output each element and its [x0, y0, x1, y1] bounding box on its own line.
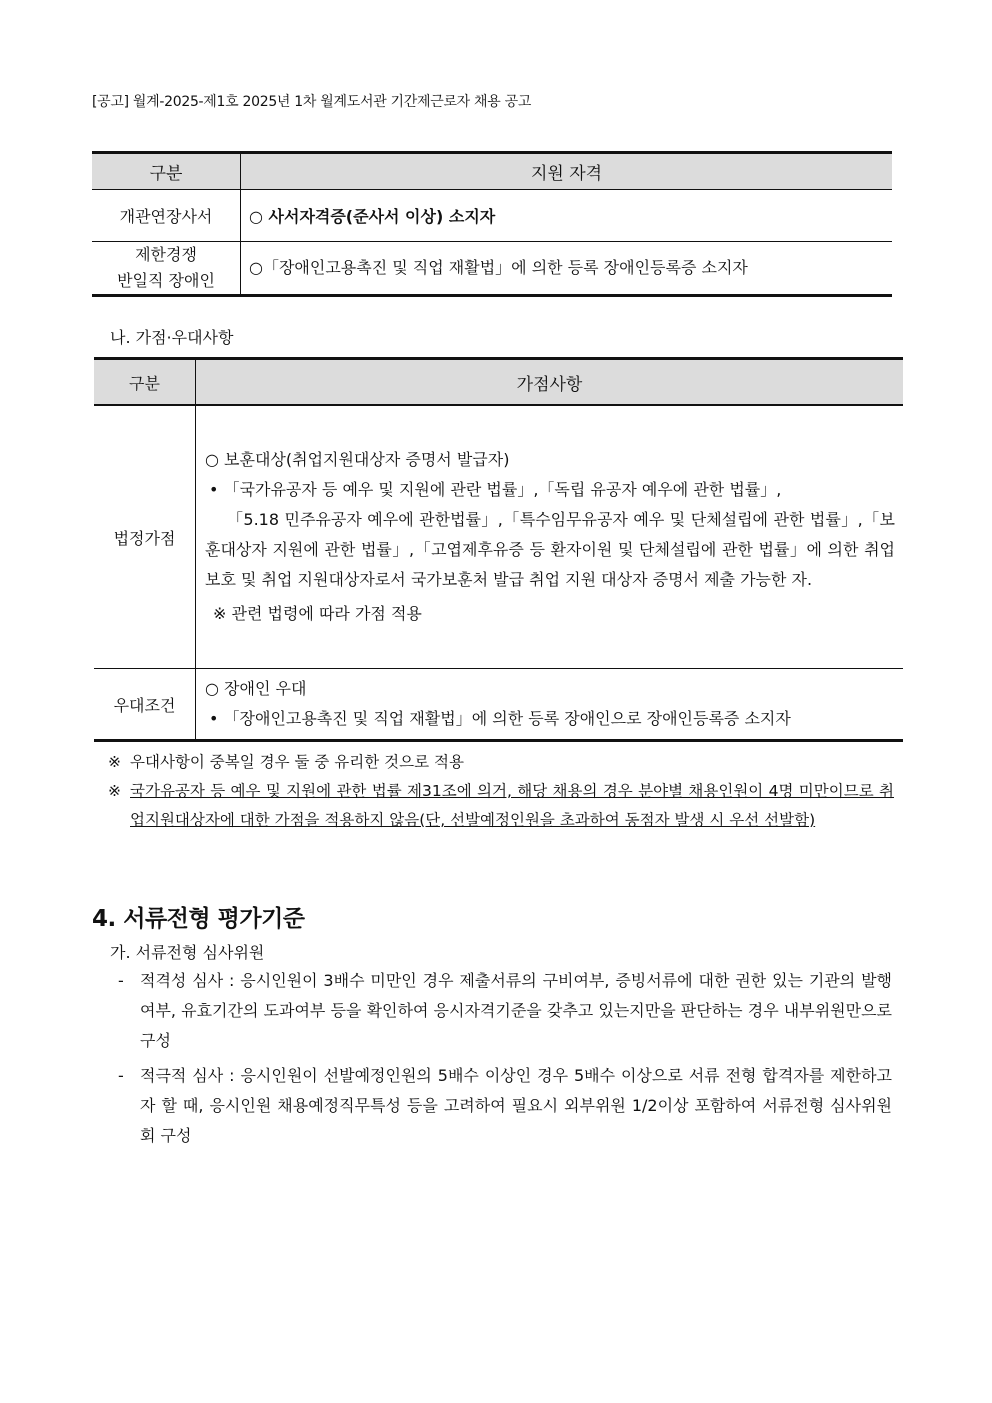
row-qualification: ○「장애인고용촉진 및 직업 재활법」에 의한 등록 장애인등록증 소지자	[241, 242, 893, 296]
note-item	[108, 748, 894, 777]
bullet-icon: •	[209, 480, 219, 499]
dash-icon: -	[118, 971, 124, 990]
table-row	[94, 405, 903, 669]
row-content	[196, 405, 904, 669]
reference-mark-icon: ※	[108, 782, 121, 800]
criteria-item-row	[118, 966, 892, 1056]
row-qualification: ○ 사서자격증(준사서 이상) 소지자	[241, 190, 893, 242]
category-line: 제한경쟁	[135, 245, 197, 264]
table-header-row	[92, 153, 892, 190]
bullet-text: 「장애인고용촉진 및 직업 재활법」에 의한 등록 장애인으로 장애인등록증 소지자	[223, 709, 791, 728]
table-row	[92, 190, 892, 242]
row-category: 우대조건	[94, 669, 196, 741]
bullet-text: 「국가유공자 등 예우 및 지원에 관란 법률」,「독립 유공자 예우에 관한 법률」,	[223, 480, 782, 499]
column-header-bonus: 가점사항	[196, 359, 904, 406]
column-header-category: 구분	[92, 153, 241, 190]
note-text: 우대사항이 중복일 경우 둘 중 유리한 것으로 적용	[130, 753, 464, 771]
criteria-text: 적격성 심사 : 응시인원이 3배수 미만인 경우 제출서류의 구비여부, 증빙서류에 대한 권한 있는 기관의 발행여부, 유효기간의 도과여부 등을 확인하여 응시자격기준을 갖추고 있는지만을 판단하는 경우 내부위원만으로 구성	[140, 971, 892, 1050]
table-header-row	[94, 359, 903, 406]
criteria-item	[118, 966, 892, 1056]
row-note: ※ 관련 법령에 따라 가점 적용	[213, 604, 422, 623]
table-row	[94, 669, 903, 741]
notes	[108, 748, 894, 835]
notice-header: [공고] 월계-2025-제1호 2025년 1차 월계도서관 기간제근로자 채용 공고	[92, 94, 532, 110]
bullet-line	[205, 704, 895, 734]
row-category: 개관연장사서	[92, 190, 241, 242]
row-content	[196, 669, 904, 741]
reference-mark-icon: ※	[108, 753, 121, 771]
table-row	[92, 242, 892, 296]
note-item	[108, 777, 894, 835]
section-title: 4. 서류전형 평가기준	[92, 906, 305, 932]
column-header-qualification: 지원 자격	[241, 153, 893, 190]
criteria-text: 적극적 심사 : 응시인원이 선발예정인원의 5배수 이상인 경우 5배수 이상으로 서류 전형 합격자를 제한하고자 할 때, 응시인원 채용예정직무특성 등을 고려하여 필요시 외부위원 1/2이상 포함하여 서류전형 심사위원회 구성	[140, 1066, 892, 1145]
row-category: 법정가점	[94, 405, 196, 669]
qualification-table	[92, 151, 892, 297]
column-header-category: 구분	[94, 359, 196, 406]
criteria-item-row	[118, 1061, 892, 1151]
row-heading: ○ 보훈대상(취업지원대상자 증명서 발급자)	[205, 450, 510, 469]
criteria-item	[118, 1061, 892, 1151]
bullet-icon: •	[209, 709, 219, 728]
bonus-table	[94, 357, 903, 742]
note-text-underlined: 국가유공자 등 예우 및 지원에 관한 법률 제31조에 의거, 해당 채용의 경우 분야별 채용인원이 4명 미만이므로 취업지원대상자에 대한 가점을 적용하지 않음(단, 선발예정인원을 초과하여 동점자 발생 시 우선 선발함)	[130, 782, 894, 829]
row-category	[92, 242, 241, 296]
bullet-line	[205, 475, 895, 505]
row-body: 「5.18 민주유공자 예우에 관한법률」,「특수임무유공자 예우 및 단체설립에 관한 법률」,「보훈대상자 지원에 관한 법률」,「고엽제후유증 등 환자이원 및 단체설립에 관한 법률」에 의한 취업 보호 및 취업 지원대상자로서 국가보훈처 발급 취업 지원 대상자 증명서 제출 가능한 자.	[205, 510, 895, 589]
dash-icon: -	[118, 1066, 124, 1085]
section-subtitle: 가. 서류전형 심사위원	[110, 943, 265, 962]
bonus-section-title: 나. 가점·우대사항	[110, 328, 234, 347]
category-line: 반일직 장애인	[117, 271, 215, 290]
row-heading: ○ 장애인 우대	[205, 679, 307, 698]
